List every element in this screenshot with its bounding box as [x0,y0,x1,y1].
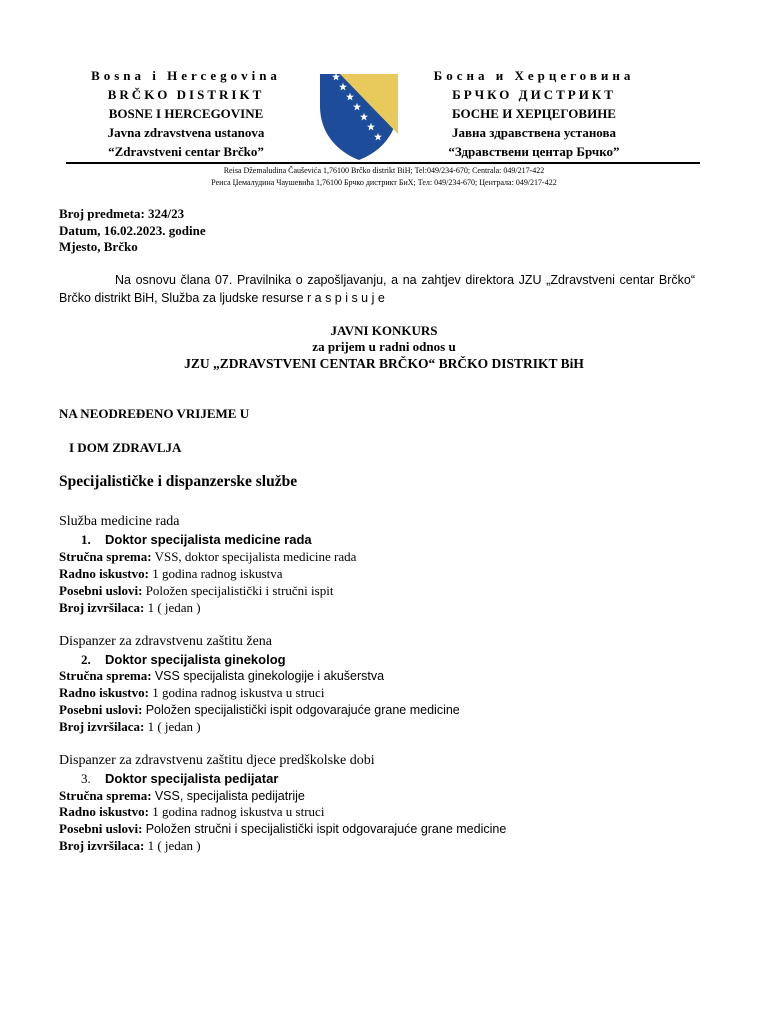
header-cyrillic-district: БРЧКО ДИСТРИКТ [452,87,616,102]
position-row [59,668,384,684]
position-row [59,685,324,701]
position-number: 2. [81,652,91,667]
label-uslovi: Posebni uslovi: [59,821,143,836]
header-cyrillic-country: Босна и Херцеговина [433,68,635,83]
label-broj: Broj izvršilaca: [59,600,145,615]
value-broj: 1 ( jedan ) [147,719,201,734]
position-row [59,702,460,718]
label-iskustvo: Radno iskustvo: [59,804,149,819]
position-row [59,821,506,837]
header-cyrillic-institution-type: Јавна здравствена установа [451,125,617,140]
value-sprema: VSS, doktor specijalista medicine rada [154,549,357,564]
label-uslovi: Posebni uslovi: [59,583,143,598]
value-uslovi: Položen stručni i specijalistički ispit odgovarajuće grane medicine [145,822,507,836]
position-row [59,600,201,616]
value-sprema: VSS specijalista ginekologije i akušerstva [154,669,385,683]
position-number: 3. [81,771,91,786]
label-broj: Broj izvršilaca: [59,719,145,734]
label-uslovi: Posebni uslovi: [59,702,143,717]
value-broj: 1 ( jedan ) [147,600,201,615]
position-title-text: Doktor specijalista medicine rada [105,532,312,547]
konkurs-title: JAVNI KONKURS [330,323,438,338]
position-number: 1. [81,532,91,547]
document-place: Mjesto, Brčko [59,239,138,254]
position-row [59,719,201,735]
value-uslovi: Položen specijalistički ispit odgovarajuće grane medicine [145,703,460,717]
header-latin-state: BOSNE I HERCEGOVINE [108,106,264,121]
position-row [59,804,324,820]
konkurs-subtitle: za prijem u radni odnos u [312,339,456,354]
label-sprema: Stručna sprema: [59,668,152,683]
value-uslovi: Položen specijalistički i stručni ispit [145,583,334,598]
label-sprema: Stručna sprema: [59,549,152,564]
label-broj: Broj izvršilaca: [59,838,145,853]
value-broj: 1 ( jedan ) [147,838,201,853]
case-number: Broj predmeta: 324/23 [59,206,185,221]
department-heading: Dispanzer za zdravstvenu zaštitu žena [59,634,273,649]
value-sprema: VSS, specijalista pedijatrije [154,789,305,803]
header-latin-institution-name: “Zdravstveni centar Brčko” [108,144,264,159]
value-iskustvo: 1 godina radnog iskustva [152,566,283,581]
services-heading: Specijalističke i dispanzerske službe [59,473,298,490]
header-cyrillic-state: БОСНЕ И ХЕРЦЕГОВИНЕ [452,106,616,121]
position-row [59,549,356,565]
value-iskustvo: 1 godina radnog iskustva u struci [152,685,325,700]
konkurs-organization: JZU „ZDRAVSTVENI CENTAR BRČKO“ BRČKO DISTRIKT BiH [184,356,584,371]
section-heading: I DOM ZDRAVLJA [69,440,182,455]
department-heading: Služba medicine rada [59,514,180,529]
address-cyrillic: Реиса Џемалудина Чаушевића 1,76100 Брчко дистрикт БиХ; Тел: 049/234-670; Централа: 049/217-422 [211,178,557,187]
period-heading: NA NEODREĐENO VRIJEME U [59,406,250,421]
position-title [81,532,312,548]
department-heading: Dispanzer za zdravstvenu zaštitu djece predškolske dobi [59,753,375,768]
header-divider [66,162,700,164]
header-latin-country: Bosna i Hercegovina [91,68,281,83]
header-latin-institution-type: Javna zdravstvena ustanova [107,125,265,140]
header-cyrillic [404,66,664,161]
position-title [81,652,286,668]
intro-paragraph: Na osnovu člana 07. Pravilnika o zapošljavanju, a na zahtjev direktora JZU „Zdravstveni centar Brčko“ Brčko distrikt BiH, Služba za ljudske resurse r a s p i s u j e [59,273,695,305]
address-latin: Reisa Džemaludina Čauševića 1,76100 Brčko distrikt BiH; Tel:049/234-670; Centrala: 049/217-422 [223,166,545,175]
position-row [59,566,283,582]
position-title [81,771,278,787]
position-title-text: Doktor specijalista ginekolog [105,652,286,667]
value-iskustvo: 1 godina radnog iskustva u struci [152,804,325,819]
label-iskustvo: Radno iskustvo: [59,566,149,581]
header-latin-district: BRČKO DISTRIKT [107,87,265,102]
header-cyrillic-institution-name: “Здравствени центар Брчко” [448,144,620,159]
position-title-text: Doktor specijalista pedijatar [105,771,279,786]
header-latin [56,66,316,161]
position-row [59,838,201,854]
coat-of-arms-icon [318,72,400,162]
position-row [59,583,333,599]
label-iskustvo: Radno iskustvo: [59,685,149,700]
document-date: Datum, 16.02.2023. godine [59,223,206,238]
position-row [59,788,305,804]
label-sprema: Stručna sprema: [59,788,152,803]
